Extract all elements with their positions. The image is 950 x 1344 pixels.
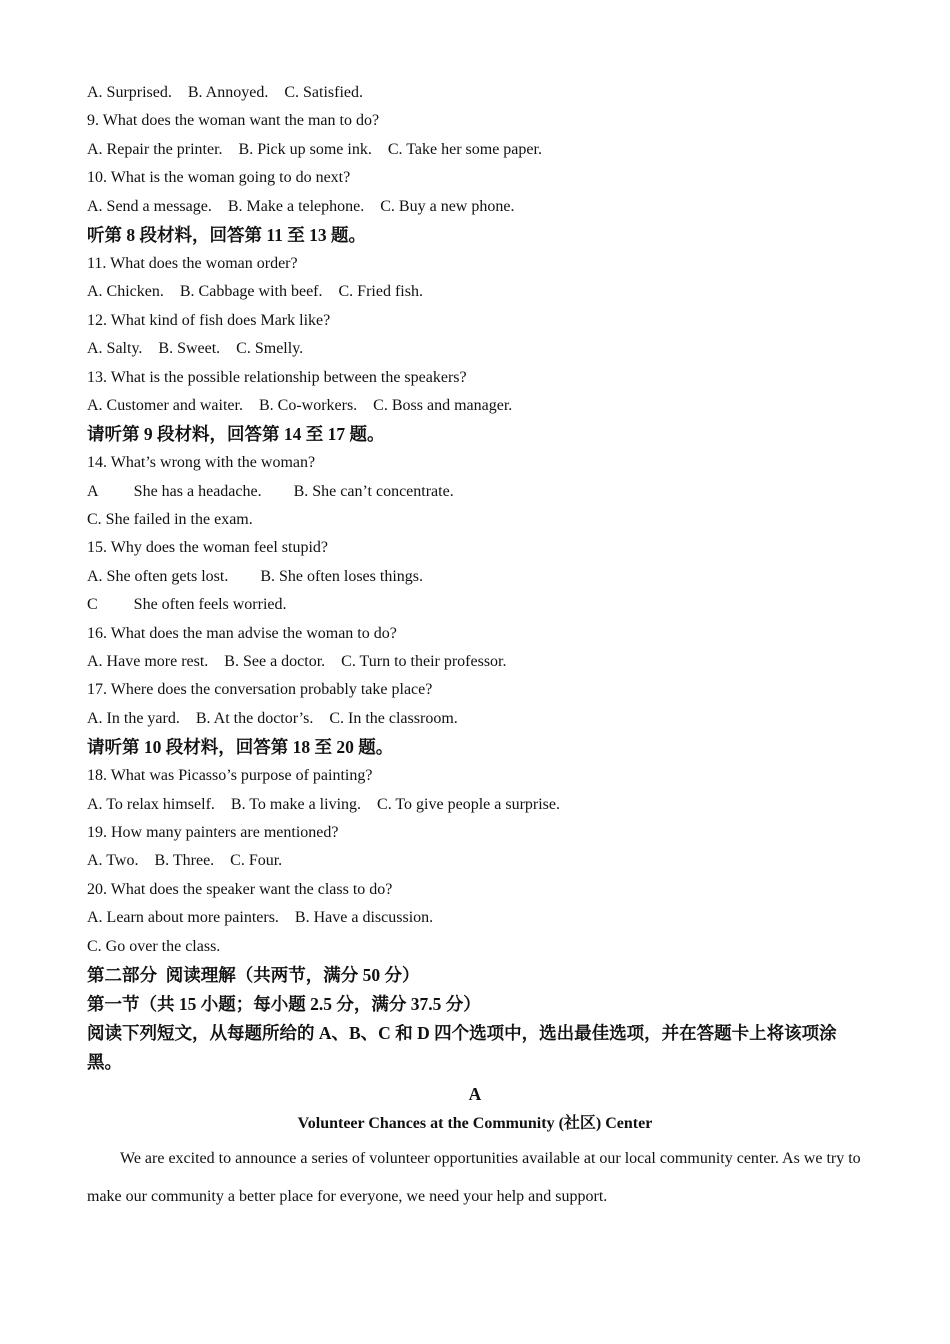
question-line: C. She failed in the exam. [87, 511, 253, 529]
question-line: A. Learn about more painters. B. Have a discussion. [87, 909, 434, 927]
section-heading: 请听第 10 段材料，回答第 18 至 20 题。 [87, 737, 394, 758]
question-line: 13. What is the possible relationship between the speakers? [87, 368, 467, 386]
passage-letter: A [468, 1083, 482, 1104]
question-line: 12. What kind of fish does Mark like? [87, 311, 331, 329]
question-line: 11. What does the woman order? [87, 254, 298, 272]
question-line: A. In the yard. B. At the doctor’s. C. In the classroom. [87, 709, 458, 727]
passage-title: Volunteer Chances at the Community (社区) Center [297, 1114, 653, 1132]
question-line: 20. What does the speaker want the class to do? [87, 880, 393, 898]
question-line: C She often feels worried. [87, 596, 287, 614]
question-line: A. Send a message. B. Make a telephone. C. Buy a new phone. [87, 197, 515, 215]
section-heading: 听第 8 段材料，回答第 11 至 13 题。 [87, 224, 367, 245]
exam-page [87, 79, 863, 1216]
question-line: 17. Where does the conversation probably take place? [87, 681, 433, 699]
question-line: A. To relax himself. B. To make a living. C. To give people a surprise. [87, 795, 561, 813]
question-line: A. Repair the printer. B. Pick up some ink. C. Take her some paper. [87, 140, 542, 158]
question-line: 14. What’s wrong with the woman? [87, 454, 316, 472]
section-heading: 第一节（共 15 小题；每小题 2.5 分，满分 37.5 分） [87, 993, 481, 1014]
section-heading: 请听第 9 段材料，回答第 14 至 17 题。 [87, 424, 385, 445]
question-line: A She has a headache. B. She can’t concentrate. [87, 482, 454, 500]
question-line: C. Go over the class. [87, 937, 221, 955]
question-line: A. She often gets lost. B. She often loses things. [87, 567, 423, 585]
question-line: 15. Why does the woman feel stupid? [87, 539, 328, 557]
question-line: 16. What does the man advise the woman to do? [87, 624, 397, 642]
question-line: 9. What does the woman want the man to do? [87, 112, 380, 130]
section-heading: 第二部分 阅读理解（共两节，满分 50 分） [87, 964, 420, 985]
question-line: A. Chicken. B. Cabbage with beef. C. Fried fish. [87, 283, 423, 301]
question-list [87, 79, 863, 1019]
passage-paragraph: We are excited to announce a series of volunteer opportunities available at our local community center. As we try to make our community a better place for everyone, we need your help and support. [87, 1149, 861, 1205]
question-line: A. Salty. B. Sweet. C. Smelly. [87, 340, 304, 358]
question-line: 10. What is the woman going to do next? [87, 169, 351, 187]
reading-instruction: 阅读下列短文，从每题所给的 A、B、C 和 D 四个选项中，选出最佳选项，并在答题卡上将该项涂黑。 [87, 1022, 837, 1073]
question-line: A. Two. B. Three. C. Four. [87, 852, 283, 870]
question-line: 18. What was Picasso’s purpose of painting? [87, 767, 373, 785]
question-line: 19. How many painters are mentioned? [87, 823, 339, 841]
question-line: A. Surprised. B. Annoyed. C. Satisfied. [87, 84, 363, 101]
question-line: A. Have more rest. B. See a doctor. C. Turn to their professor. [87, 653, 507, 671]
question-line: A. Customer and waiter. B. Co-workers. C. Boss and manager. [87, 396, 513, 414]
